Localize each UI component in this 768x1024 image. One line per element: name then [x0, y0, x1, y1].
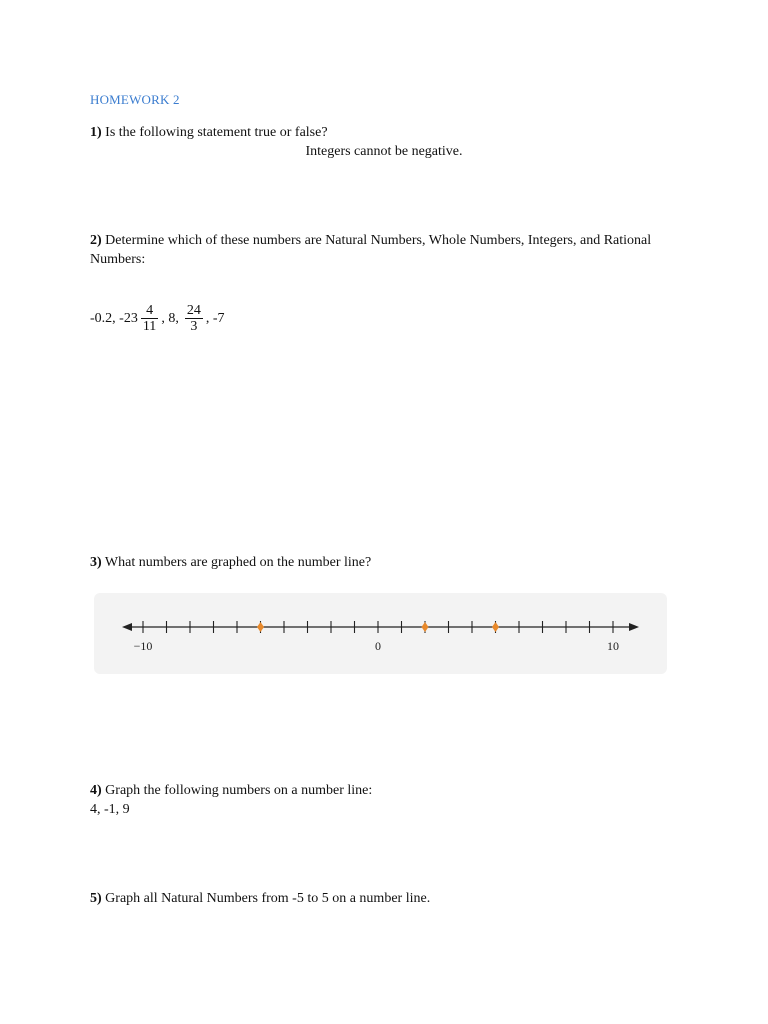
fraction-numerator: 4: [146, 303, 154, 318]
question-3-number: 3): [90, 555, 102, 570]
fraction-4-11: [141, 303, 158, 334]
number-list-part-2: , 8,: [161, 310, 179, 326]
question-5-number: 5): [90, 891, 102, 906]
fraction-24-3: [185, 303, 203, 334]
question-1-number: 1): [90, 125, 102, 140]
number-line-point: [492, 622, 499, 632]
fraction-denominator: 3: [190, 319, 198, 334]
question-4-text: Graph the following numbers on a number line:: [101, 783, 373, 798]
number-line-label: −10: [133, 639, 153, 653]
question-3-text: What numbers are graphed on the number line?: [101, 555, 372, 570]
number-line-label: 10: [607, 639, 619, 653]
right-arrow-icon: [629, 623, 639, 631]
question-5: [90, 890, 430, 908]
homework-title: HOMEWORK 2: [90, 92, 180, 107]
question-1: [90, 124, 328, 142]
number-list-part-1: -0.2, -23: [90, 310, 138, 326]
question-1-text: Is the following statement true or false?: [101, 125, 328, 140]
number-line: [94, 593, 667, 674]
question-2-text: Determine which of these numbers are Natural Numbers, Whole Numbers, Integers, and Rational Numbers:: [90, 233, 652, 267]
question-1-statement: Integers cannot be negative.: [305, 144, 463, 159]
number-line-point: [422, 622, 429, 632]
number-list-part-3: , -7: [205, 310, 225, 326]
question-2: [90, 231, 670, 269]
question-4: [90, 782, 372, 800]
fraction-numerator: 24: [186, 303, 201, 318]
question-4-number: 4): [90, 783, 102, 798]
question-4-values: 4, -1, 9: [90, 802, 130, 817]
number-line-panel: [94, 593, 667, 674]
fraction-denominator: 11: [142, 319, 157, 334]
left-arrow-icon: [122, 623, 132, 631]
number-line-label: 0: [375, 639, 381, 653]
question-3: [90, 554, 371, 572]
question-2-number-list: [90, 303, 224, 334]
question-5-text: Graph all Natural Numbers from -5 to 5 on a number line.: [101, 891, 431, 906]
number-line-point: [257, 622, 264, 632]
question-2-number: 2): [90, 233, 102, 248]
